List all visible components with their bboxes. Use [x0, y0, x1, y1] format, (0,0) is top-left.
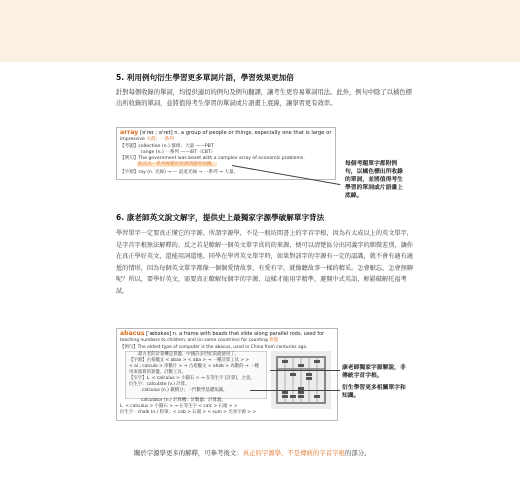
abacus-line: calculus (n.) 微積分；一門數學基礎知識。 — [142, 388, 228, 393]
abacus-definition-line2: teaching numbers to children, and (in some countries) for counting 算盤 — [120, 338, 278, 343]
abacus-illustration — [271, 351, 331, 409]
abacus-line: 衍生字：calculate (v.) 計算。 — [129, 382, 190, 387]
abacus-headword: abacus — [120, 330, 145, 337]
array-example-line: 【例句】The government was beset with a complex array of economic problems. — [120, 156, 305, 161]
abacus-line: < ai ; calculo > 串數片 > → 古希臘文 < ohab > 為數的 → 一種 — [129, 364, 259, 369]
abacus-line: calculator (n.) 計算機；計數器；計算器。 — [141, 398, 226, 403]
section-6-paragraph: 學習單字一定要真正懂它的字源。所謂字源學，不是一般坊間書上的字首字根，因為有太成以上的英文單字，是字首字根無法解釋的。反之若是瞭解一個英文單字真的的來源，便可以清楚區分出同義字的細微差別，讓你在真正學好英文，還能用詞道地。同學在學習英文單字時，如果對該字的字源有一定的認識，就不會有適有適尬的情形，因為每個英文單字都像一個個愛情故事，有愛有字，就像聽故事一樣的精采。怎會厭忘，怎會無聊呢？所以，要學好英文，需要真正瞭解每個字的字源，這樣才能用字精準，避開中式英語，輕鬆破解托福考試。 — [116, 230, 413, 295]
section-6-heading: 6. 康老師英文說文解字，提供史上最獨家字源學破解單字背法 — [116, 213, 325, 222]
array-entry-head — [120, 130, 331, 136]
section-6-annotation-a: 康老師獨家字源解說，非傳統字首字根。 — [342, 365, 406, 379]
annotation-leader-line — [270, 370, 340, 371]
abacus-line: 【字源】古希臘文 < abax > < aba > → 一種計算工具 > > — [129, 358, 250, 363]
abacus-line: L. < calculus > 小圓石 > → 在等生字 < calc > 石頭 > > — [120, 404, 238, 409]
section-5-paragraph: 針對每個收錄的單詞，均提供適切的例句及例句翻譯，讓考生更容易單詞用法。此外，例句中除了以橘色標出所收錄的單詞，並將值得考生學習的單詞或片語畫上底線，讓學習更有效率。 — [116, 89, 412, 107]
abacus-entry-sample — [116, 328, 338, 421]
array-line: 【考題】collection (n.) 群組；大量 ——PBT — [120, 144, 214, 149]
top-color-band — [0, 0, 520, 62]
abacus-line: 用來演算的算盤，計數工具。 — [129, 370, 187, 375]
array-definition: [ə'reɪ ; ə'ret] n. a group of people or things, especially one that is large or — [138, 130, 332, 136]
annotation-leader-line — [250, 390, 340, 391]
section-6-annotation-b: 衍生學習更多相關單字和知識。 — [342, 385, 406, 399]
array-headword: array — [120, 129, 139, 136]
abacus-line: 最古老的計算機是算盤，中國許多世紀前就使用了。 — [138, 352, 239, 357]
abacus-picture — [271, 351, 331, 409]
abacus-entry-head: abacus ['æbəkəs] n. a frame with beads that slide along parallel rods, used for — [120, 330, 325, 337]
section-5-annotation: 每個考題單字都附例句，以橘色標出所收錄的單詞，並將值得考生學習的單詞或片語畫上底線。 — [345, 161, 403, 199]
closing-note: 關於字源學更多的解釋，可參考後文：真正的字源學，不是傳統的字首字根的部分。 — [134, 449, 371, 457]
array-line: range (n.) 一系列 ——iBT（CBT） — [141, 150, 216, 155]
array-example-translation: 政府為一系列複雜的經濟問題所困擾。 — [138, 162, 217, 167]
array-etymology-line: 【字源】ray (n. 光線) → — 道道光線 → 一系列 → 大量。 — [120, 170, 239, 175]
array-entry-sample — [116, 127, 336, 180]
section-5-heading: 5. 利用例句衍生學習更多單詞片語，學習效果更加倍 — [116, 73, 294, 82]
array-definition-line2: impressive 大群；一系列 — [120, 137, 174, 142]
abacus-etymology-box — [125, 351, 267, 399]
abacus-line: 衍生字：chalk (n.) 粉筆；< cab > 石頭 > < sum > 光亮字源 > > — [120, 410, 257, 415]
abacus-line: 【例句】The oldest type of computer is the abacus, used in China from centuries ago. — [120, 345, 308, 350]
abacus-line: 【引字】L. < calculus > 小圓石 > → 在等生字 [計算]，之意。 — [129, 376, 255, 381]
etymology-reference-link[interactable]: 真正的字源學，不是傳統的字首字根 — [242, 449, 345, 457]
